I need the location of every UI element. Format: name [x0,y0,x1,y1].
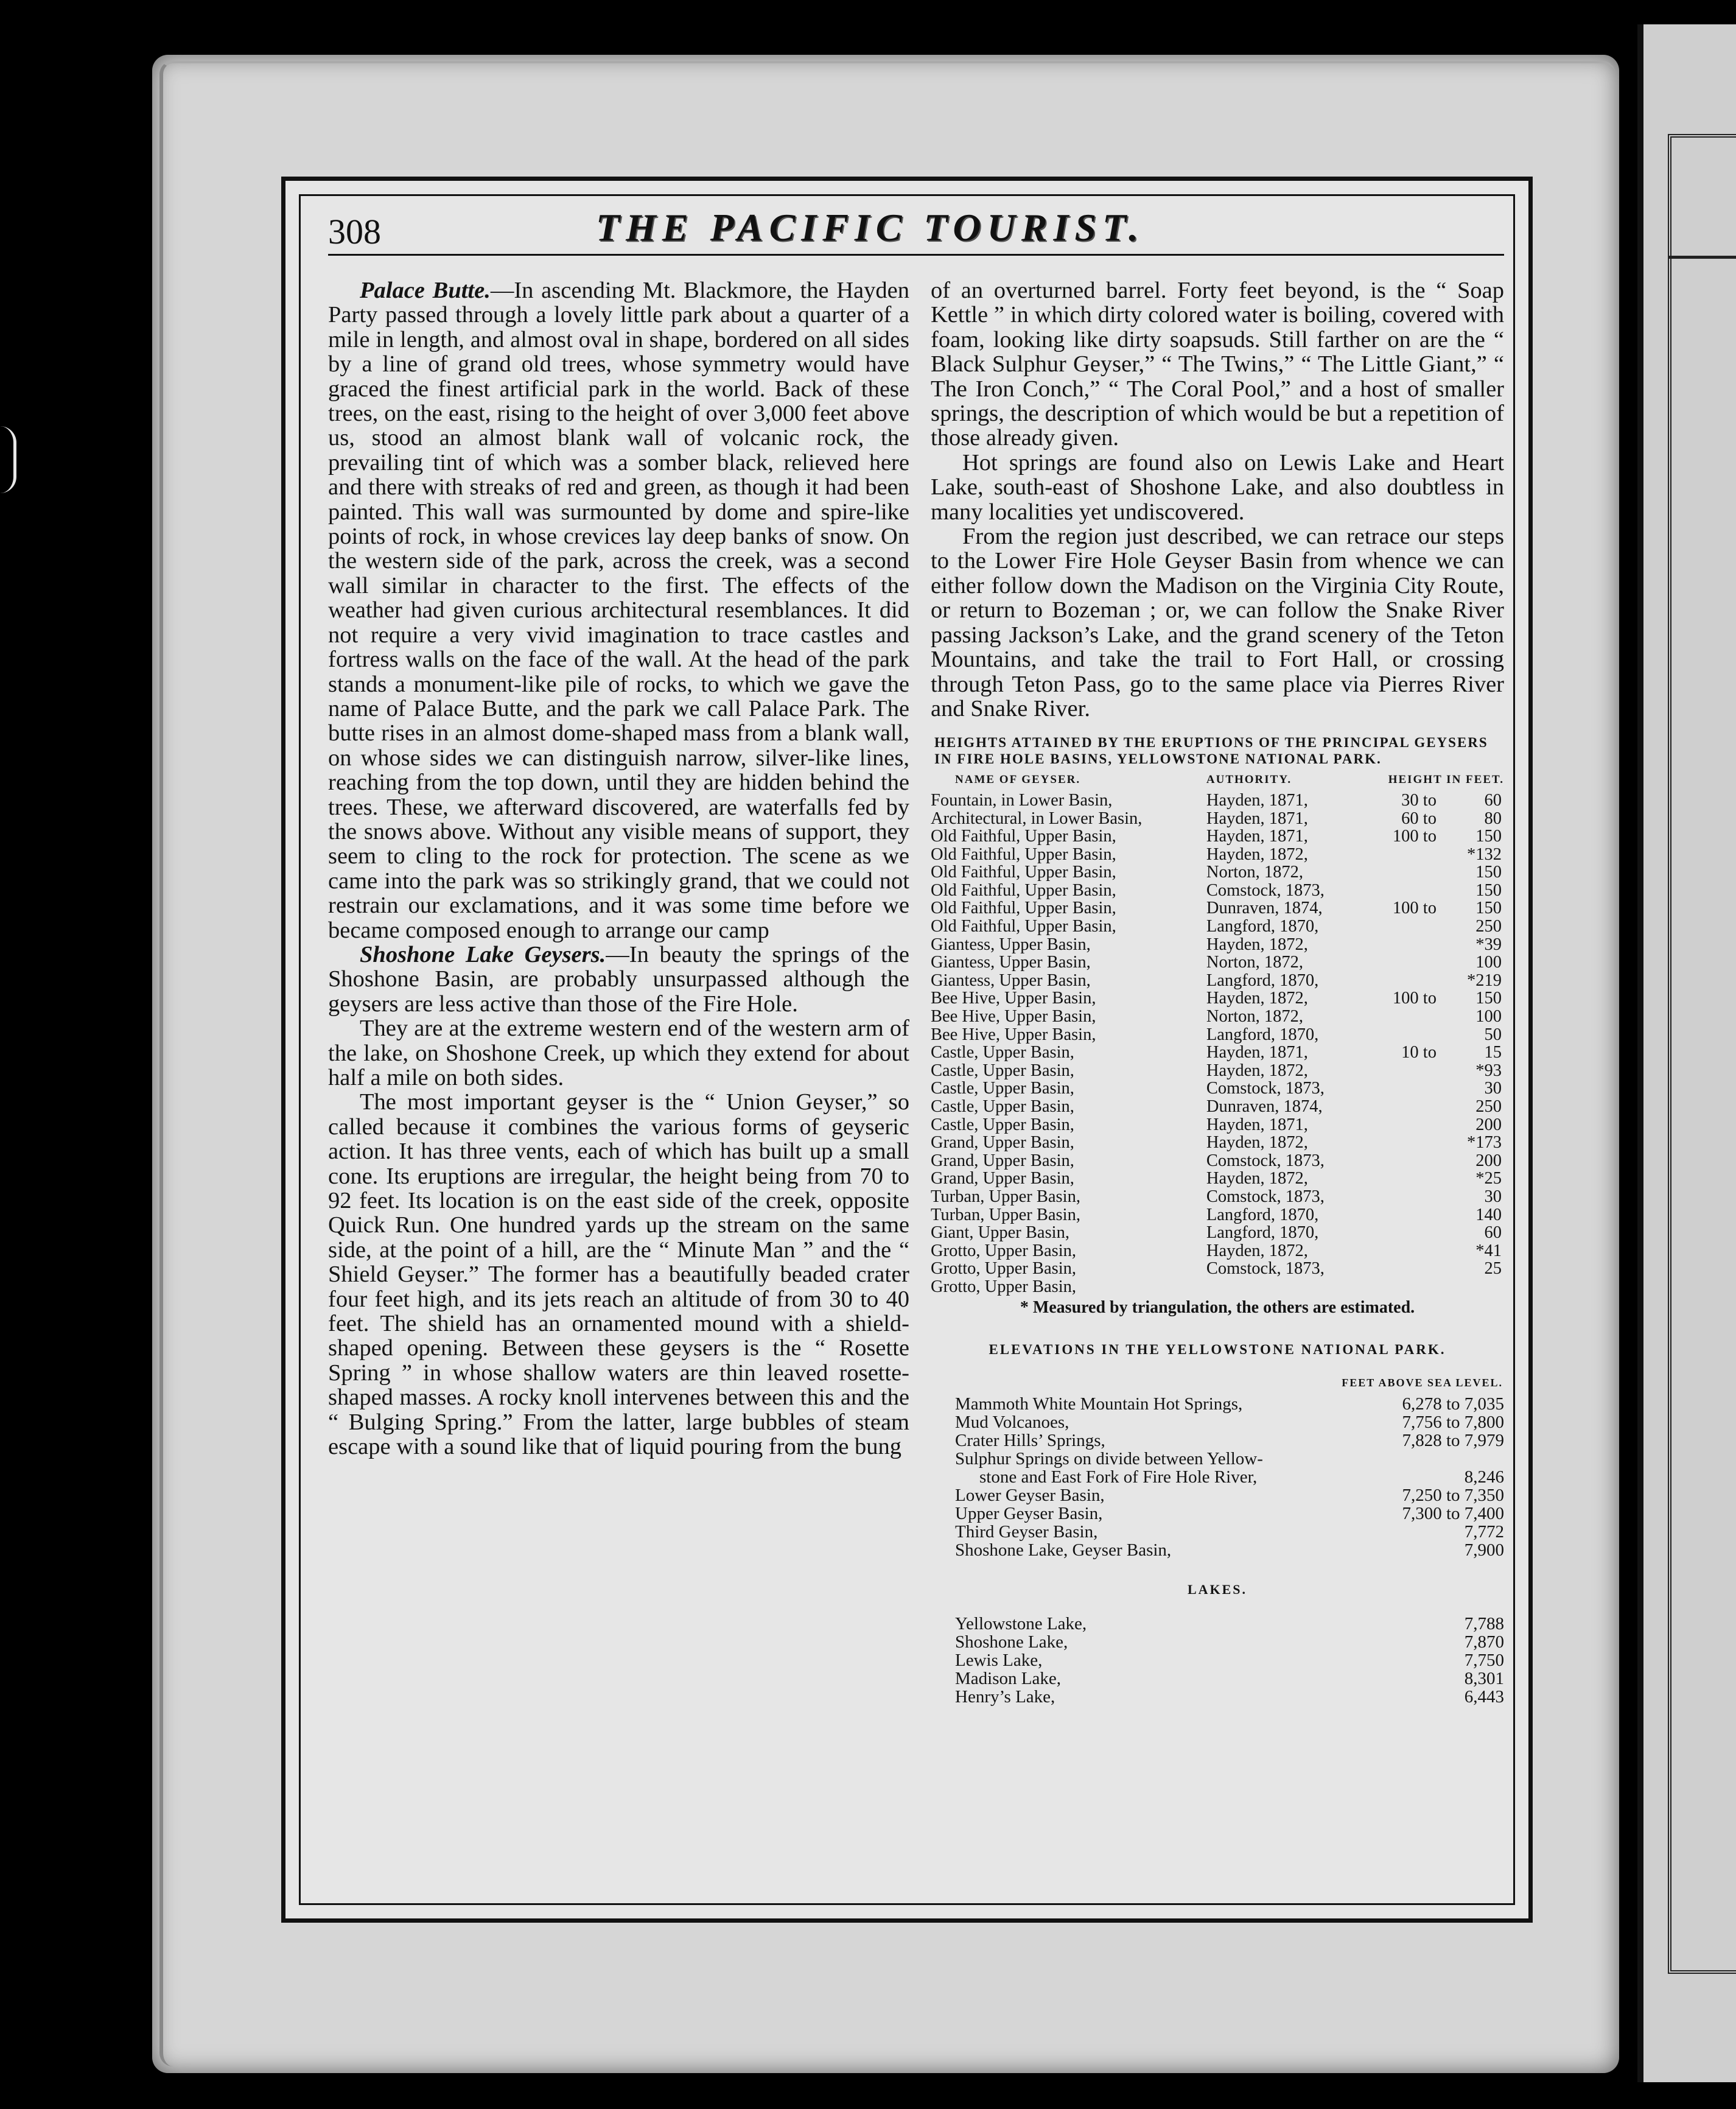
elevation-row [931,1633,1504,1651]
table-row [931,827,1504,846]
geyser-name-cell: Castle, Upper Basin, [931,1097,1074,1116]
height-cell: 150 [1475,899,1502,918]
height-cell [1439,1278,1504,1296]
page-header [328,205,1504,256]
authority-cell: Dunraven, 1874, [1206,899,1323,918]
height-cell: 140 [1475,1205,1502,1224]
table-row [931,846,1504,864]
right-column [931,278,1504,1706]
elevation-value: 7,772 [1464,1522,1504,1542]
authority-cell: Langford, 1870, [1206,970,1319,990]
place-name: Shoshone Lake, [955,1632,1068,1652]
height-from-cell [1358,1098,1439,1116]
left-column [328,278,909,1459]
paragraph: Hot springs are found also on Lewis Lake and Heart Lake, south-east of Shoshone Lake, and also doubtless in many localities yet undiscovered. [931,449,1504,525]
authority-cell: Hayden, 1872, [1206,1133,1308,1153]
height-from-cell [1358,972,1439,990]
elevation-row [931,1431,1504,1450]
elevations-subheader: FEET ABOVE SEA LEVEL. [1342,1376,1503,1389]
place-name: Mammoth White Mountain Hot Springs, [955,1394,1243,1414]
elevation-value: 8,301 [1464,1668,1504,1688]
geyser-name-cell: Old Faithful, Upper Basin, [931,844,1116,864]
table-row [931,1224,1504,1242]
table-row [931,1170,1504,1188]
height-cell: 250 [1475,917,1502,936]
height-from-cell [1358,1062,1439,1080]
geyser-name-cell: Castle, Upper Basin, [931,1043,1074,1062]
table-row [931,936,1504,954]
elevation-row [931,1688,1504,1706]
height-from-cell [1358,1206,1439,1224]
authority-cell: Langford, 1870, [1206,917,1319,936]
geyser-name-cell: Grotto, Upper Basin, [931,1259,1077,1279]
height-cell: 200 [1475,1115,1502,1134]
paragraph-shoshone-geysers [328,942,909,1016]
authority-cell: Hayden, 1872, [1206,935,1308,954]
place-name: Yellowstone Lake, [955,1613,1087,1634]
geyser-name-cell: Old Faithful, Upper Basin, [931,899,1116,918]
elevation-value: 7,300 to 7,400 [1402,1504,1504,1524]
height-from-cell [1358,1008,1439,1026]
elevation-value: 6,278 to 7,035 [1402,1394,1504,1414]
column-header: AUTHORITY. [1206,773,1292,787]
height-cell: *41 [1475,1241,1502,1260]
elevations-title: ELEVATIONS IN THE YELLOWSTONE NATIONAL PARK. [989,1341,1446,1357]
section-heading: Shoshone Lake Geysers. [360,941,606,967]
height-cell: 25 [1484,1259,1502,1279]
geyser-name-cell: Castle, Upper Basin, [931,1061,1074,1080]
authority-cell: Langford, 1870, [1206,1025,1319,1044]
elevations-list [931,1395,1504,1559]
height-from-cell [1358,1188,1439,1206]
authority-cell: Hayden, 1871, [1206,1115,1308,1134]
authority-cell: Hayden, 1871, [1206,1043,1308,1062]
table-row [931,972,1504,990]
height-from-cell: 100 to [1392,827,1437,846]
place-name: Lewis Lake, [955,1650,1043,1670]
authority-cell: Norton, 1872, [1206,1007,1303,1026]
height-cell: 30 [1484,1079,1502,1098]
height-cell: *132 [1467,844,1502,864]
geyser-name-cell: Grotto, Upper Basin, [931,1241,1077,1260]
place-name: Third Geyser Basin, [955,1522,1098,1542]
height-cell: 150 [1475,989,1502,1008]
elevation-row [931,1413,1504,1431]
elevation-row [931,1523,1504,1541]
geyser-name-cell: Turban, Upper Basin, [931,1187,1080,1206]
height-cell: 150 [1475,863,1502,882]
paragraph-text: —In beauty the springs of the Shoshone Basin, are probably unsurpassed although the geysers are less active than those of the Fire Hole. [328,941,909,1017]
table-row [931,1260,1504,1278]
place-name: Upper Geyser Basin, [955,1504,1103,1524]
table-row [931,810,1504,828]
table-row [931,1206,1504,1224]
page-number: 308 [328,212,381,251]
elevation-row [931,1651,1504,1669]
height-from-cell [1358,918,1439,936]
geyser-name-cell: Grand, Upper Basin, [931,1133,1074,1153]
height-cell: 60 [1484,1223,1502,1243]
table-row [931,1062,1504,1080]
height-from-cell [1358,863,1439,882]
height-cell: *93 [1475,1061,1502,1080]
height-cell: *219 [1467,970,1502,990]
height-from-cell [1358,1260,1439,1278]
elevation-row [931,1486,1504,1504]
adjacent-page-rule [1668,256,1736,259]
height-from-cell [1358,953,1439,972]
table-row [931,989,1504,1008]
paragraph-text: —In ascending Mt. Blackmore, the Hayden Party passed through a lovely little park about a quarter of a mile in length, and almost oval in shape, bordered on all sides by a line of grand old trees, whose symmetry would have graced the finest artificial park in the world. Back of these trees, on the east, rising to the height of over 3,000 feet above us, stood an almost blank wall of volcanic rock, the prevailing tint of which was a somber black, relieved here and there with streaks of red and green, as though it had been painted. This wall was surmounted by dome and spire-like points of rock, in whose crevices lay deep banks of snow. On the western side of the park, across the creek, was a second wall similar in character to the first. The effects of the weather had given curious architectural resemblances. It did not require a very vivid imagination to trace castles and fortress walls on the face of the wall. At the head of the park stands a monument-like pile of rocks, to which we gave the name of Palace Butte, and the park we call Palace Park. The butte rises in an almost dome-shaped mass from a blank wall, on whose sides we can distinguish narrow, silver-like lines, reaching from the top down, until they are hidden behind the trees. These, we afterward discovered, are waterfalls fed by the snows above. Without any visible means of support, they seem to cling to the rock for protection. The scene as we came into the park was so strikingly grand, that we could not restrain our exclamations, and it was some time before we became composed enough to arrange our camp [328,278,909,943]
height-cell: 80 [1484,809,1502,828]
elevation-row [931,1504,1504,1523]
table-footnote: * Measured by triangulation, the others are estimated. [1020,1297,1415,1317]
height-from-cell: 60 to [1401,809,1437,828]
elevation-value: 7,788 [1464,1613,1504,1634]
elevation-value: 7,870 [1464,1632,1504,1652]
paragraph: From the region just described, we can retrace our steps to the Lower Fire Hole Geyser Basin from whence we can either follow down the Madison on the Virginia City Route, or return to Bozeman ; or, we can follow the Snake River passing Jackson’s Lake, and the grand scenery of the Teton Mountains, and take the trail to Fort Hall, or crossing through Teton Pass, go to the same place via Pierres River and Snake River. [931,524,1504,721]
table-row [931,1116,1504,1134]
elevation-value: 6,443 [1464,1686,1504,1707]
authority-cell: Hayden, 1872, [1206,1169,1308,1188]
geyser-name-cell: Old Faithful, Upper Basin, [931,880,1116,900]
authority-cell: Comstock, 1873, [1206,880,1325,900]
height-from-cell [1358,882,1439,900]
table-row [931,1152,1504,1170]
geyser-name-cell: Turban, Upper Basin, [931,1205,1080,1224]
table-row [931,918,1504,936]
elevation-row [931,1450,1504,1468]
lakes-list [931,1615,1504,1706]
table-row [931,1278,1504,1296]
table-row [931,1008,1504,1026]
table-row [931,882,1504,900]
height-cell: 60 [1484,790,1502,810]
height-cell: 100 [1475,953,1502,972]
table-row [931,1044,1504,1062]
height-cell: 30 [1484,1187,1502,1206]
authority-cell: Hayden, 1872, [1206,989,1308,1008]
authority-cell: Hayden, 1871, [1206,790,1308,810]
elevation-row [931,1395,1504,1413]
adjacent-page-frame [1668,134,1736,1974]
elevation-value: 8,246 [1464,1467,1504,1487]
place-name: Madison Lake, [955,1668,1061,1688]
height-from-cell [1358,1242,1439,1260]
height-from-cell [1358,1278,1439,1296]
height-cell: *173 [1467,1133,1502,1153]
authority-cell: Hayden, 1871, [1206,809,1308,828]
geyser-name-cell: Giantess, Upper Basin, [931,935,1091,954]
geyser-name-cell: Architectural, in Lower Basin, [931,809,1143,828]
geyser-name-cell: Castle, Upper Basin, [931,1079,1074,1098]
geyser-name-cell: Bee Hive, Upper Basin, [931,989,1096,1008]
table-row [931,899,1504,918]
table-row [931,1098,1504,1116]
height-cell: *25 [1475,1169,1502,1188]
height-from-cell: 100 to [1392,989,1437,1008]
lakes-title: LAKES. [1187,1582,1248,1598]
height-from-cell [1358,1152,1439,1170]
elevation-value: 7,756 to 7,800 [1402,1412,1504,1433]
elevation-row [931,1541,1504,1559]
authority-cell: Hayden, 1872, [1206,1061,1308,1080]
geyser-name-cell: Fountain, in Lower Basin, [931,790,1113,810]
geyser-name-cell: Grotto, Upper Basin, [931,1277,1077,1296]
geyser-name-cell: Bee Hive, Upper Basin, [931,1025,1096,1044]
geyser-name-cell: Giant, Upper Basin, [931,1223,1069,1243]
authority-cell: Comstock, 1873, [1206,1079,1325,1098]
elevation-value: 7,750 [1464,1650,1504,1670]
table-row [931,1079,1504,1098]
column-header: HEIGHT IN FEET. [1388,773,1504,787]
place-name: Sulphur Springs on divide between Yellow- [955,1449,1263,1469]
printed-page [281,177,1533,1923]
geyser-table-title: HEIGHTS ATTAINED BY THE ERUPTIONS OF THE PRINCIPAL GEYSERS IN FIRE HOLE BASINS, YELLOWSTONE NATIONAL PARK. [934,735,1488,767]
height-from-cell [1358,1170,1439,1188]
geyser-name-cell: Castle, Upper Basin, [931,1115,1074,1134]
place-name: Shoshone Lake, Geyser Basin, [955,1540,1172,1560]
paragraph-palace-butte [328,278,909,942]
height-cell: *39 [1475,935,1502,954]
authority-cell: Norton, 1872, [1206,863,1303,882]
height-from-cell [1358,1026,1439,1044]
authority-cell: Comstock, 1873, [1206,1151,1325,1170]
elevation-value: 7,250 to 7,350 [1402,1486,1504,1506]
height-from-cell [1358,1116,1439,1134]
geyser-name-cell: Old Faithful, Upper Basin, [931,917,1116,936]
height-cell: 50 [1484,1025,1502,1044]
height-from-cell [1358,1079,1439,1098]
paragraph-continued: of an overturned barrel. Forty feet beyond, is the “ Soap Kettle ” in which dirty colored water is boiling, covered with foam, looking like dirty soapsuds. Still farther on are the “ Black Sulphur Geyser,” “ The Twins,” “ The Little Giant,” “ The Iron Conch,” “ The Coral Pool,” and a host of smaller springs, the description of which would be but a repetition of those already given. [931,278,1504,451]
paragraph: They are at the extreme western end of the western arm of the lake, on Shoshone Creek, up which they extend for about half a mile on both sides. [328,1016,909,1090]
place-name: stone and East Fork of Fire Hole River, [979,1467,1258,1487]
section-heading: Palace Butte. [360,278,491,303]
table-row [931,1134,1504,1152]
elevation-row [931,1615,1504,1633]
authority-cell: Norton, 1872, [1206,953,1303,972]
adjacent-page-edge [1637,24,1736,2082]
height-cell: 15 [1484,1043,1502,1062]
table-row [931,863,1504,882]
geyser-name-cell: Giantess, Upper Basin, [931,953,1091,972]
authority-cell: Comstock, 1873, [1206,1259,1325,1279]
height-from-cell [1358,846,1439,864]
table-row [931,1026,1504,1044]
height-cell: 150 [1475,827,1502,846]
height-cell: 150 [1475,880,1502,900]
height-from-cell: 10 to [1401,1043,1437,1062]
table-row [931,1242,1504,1260]
height-cell: 100 [1475,1007,1502,1026]
geyser-name-cell: Old Faithful, Upper Basin, [931,863,1116,882]
height-from-cell: 30 to [1401,790,1437,810]
authority-cell: Dunraven, 1874, [1206,1097,1323,1116]
geyser-name-cell: Giantess, Upper Basin, [931,970,1091,990]
authority-cell: Hayden, 1872, [1206,844,1308,864]
place-name: Lower Geyser Basin, [955,1486,1105,1506]
authority-cell: Langford, 1870, [1206,1205,1319,1224]
height-from-cell: 100 to [1392,899,1437,918]
height-cell: 200 [1475,1151,1502,1170]
film-gutter-mark [0,426,16,493]
table-row [931,791,1504,810]
elevation-value: 7,900 [1464,1540,1504,1560]
table-row [931,1188,1504,1206]
height-from-cell [1358,936,1439,954]
elevation-row [931,1468,1504,1486]
geyser-table-body [931,791,1504,1296]
authority-cell: Hayden, 1871, [1206,827,1308,846]
geyser-name-cell: Old Faithful, Upper Basin, [931,827,1116,846]
elevation-row [931,1669,1504,1688]
authority-cell: Hayden, 1872, [1206,1241,1308,1260]
geyser-heights-table [931,767,1504,1296]
table-row [931,953,1504,972]
height-cell: 250 [1475,1097,1502,1116]
authority-cell [1198,1278,1358,1296]
height-from-cell [1358,1134,1439,1152]
place-name: Mud Volcanoes, [955,1412,1069,1433]
place-name: Henry’s Lake, [955,1686,1055,1707]
authority-cell: Langford, 1870, [1206,1223,1319,1243]
geyser-name-cell: Grand, Upper Basin, [931,1169,1074,1188]
height-from-cell [1358,1224,1439,1242]
column-header: NAME OF GEYSER. [955,773,1081,787]
authority-cell: Comstock, 1873, [1206,1187,1325,1206]
geyser-name-cell: Bee Hive, Upper Basin, [931,1007,1096,1026]
geyser-name-cell: Grand, Upper Basin, [931,1151,1074,1170]
elevation-value: 7,828 to 7,979 [1402,1431,1504,1451]
running-title: THE PACIFIC TOURIST. [596,206,1145,249]
table-header-row [931,767,1504,791]
paragraph: The most important geyser is the “ Union Geyser,” so called because it combines the various forms of geyseric action. It has three vents, each of which has built up a small cone. Its eruptions are irregular, the height being from 70 to 92 feet. Its location is on the east side of the creek, opposite Quick Run. One hundred yards up the stream on the same side, at the point of a hill, are the “ Minute Man ” and the “ Shield Geyser.” The former has a beautifully beaded crater four feet high, and its jets reach an altitude of from 30 to 40 feet. The shield has an ornamented mound with a shield-shaped opening. Between these geysers is the “ Rosette Spring ” in whose shallow waters are thin leaved rosette-shaped masses. A rocky knoll intervenes between this and the “ Bulging Spring.” From the latter, large bubbles of steam escape with a sound like that of liquid pouring from the bung [328,1089,909,1460]
place-name: Crater Hills’ Springs, [955,1431,1105,1451]
